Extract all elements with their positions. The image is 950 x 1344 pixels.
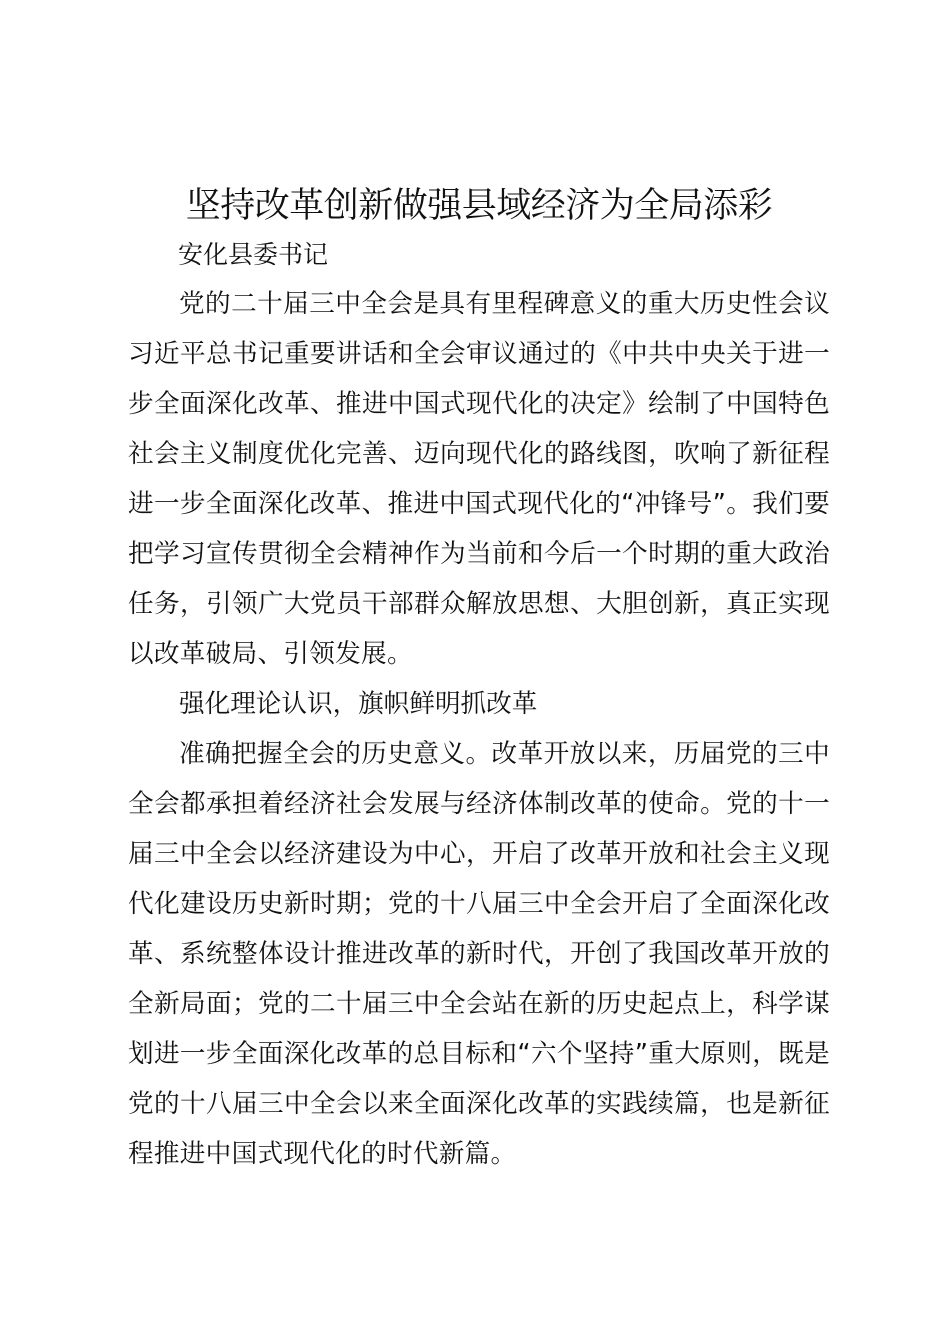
- document-body: [128, 279, 830, 1179]
- body-paragraph-section: 准确把握全会的历史意义。改革开放以来，历届党的三中全会都承担着经济社会发展与经济体制改革的使命。党的十一届三中全会以经济建设为中心，开启了改革开放和社会主义现代化建设历史新时期；党的十八届三中全会开启了全面深化改革、系统整体设计推进改革的新时代，开创了我国改革开放的全新局面；党的二十届三中全会站在新的历史起点上，科学谋划进一步全面深化改革的总目标和“六个坚持”重大原则，既是党的十八届三中全会以来全面深化改革的实践续篇，也是新征程推进中国式现代化的时代新篇。: [128, 739, 830, 1169]
- document-author: 安化县委书记: [178, 240, 329, 269]
- document-title: 坚持改革创新做强县域经济为全局添彩: [185, 186, 773, 226]
- body-paragraph-intro: 党的二十届三中全会是具有里程碑意义的重大历史性会议习近平总书记重要讲话和全会审议通过的《中共中央关于进一步全面深化改革、推进中国式现代化的决定》绘制了中国特色社会主义制度优化完善、迈向现代化的路线图，吹响了新征程进一步全面深化改革、推进中国式现代化的“冲锋号”。我们要把学习宣传贯彻全会精神作为当前和今后一个时期的重大政治任务，引领广大党员干部群众解放思想、大胆创新，真正实现以改革破局、引领发展。: [128, 289, 830, 669]
- section-heading: 强化理论认识，旗帜鲜明抓改革: [179, 689, 538, 719]
